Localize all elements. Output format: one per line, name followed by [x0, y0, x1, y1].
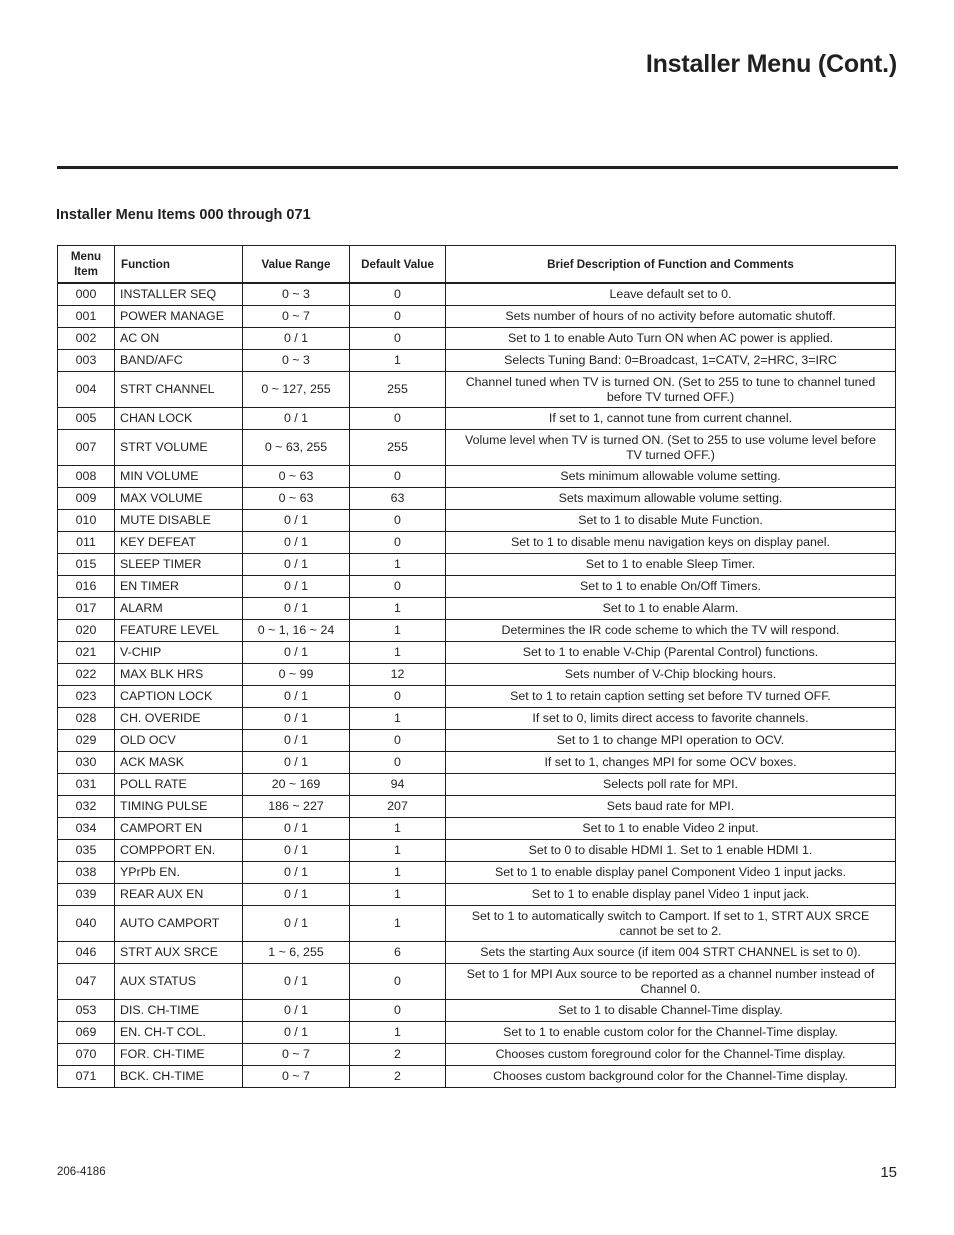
table-row	[58, 1066, 896, 1088]
table-row	[58, 510, 896, 532]
cell-function: EN. CH-T COL.	[115, 1022, 243, 1044]
cell-menu-item: 023	[58, 686, 115, 708]
cell-value-range: 1 ~ 6, 255	[243, 942, 350, 964]
cell-default-value: 2	[350, 1066, 446, 1088]
cell-default-value: 94	[350, 774, 446, 796]
cell-function: ACK MASK	[115, 752, 243, 774]
cell-value-range: 20 ~ 169	[243, 774, 350, 796]
cell-function: ALARM	[115, 598, 243, 620]
cell-description: Set to 1 to enable display panel Component Video 1 input jacks.	[446, 862, 896, 884]
cell-menu-item: 032	[58, 796, 115, 818]
cell-default-value: 0	[350, 576, 446, 598]
table-row	[58, 408, 896, 430]
cell-description: Set to 1 to enable Sleep Timer.	[446, 554, 896, 576]
cell-value-range: 0 / 1	[243, 598, 350, 620]
cell-value-range: 0 ~ 7	[243, 306, 350, 328]
cell-value-range: 0 ~ 1, 16 ~ 24	[243, 620, 350, 642]
header-description: Brief Description of Function and Comments	[446, 246, 896, 284]
document-number: 206-4186	[57, 1166, 106, 1178]
cell-default-value: 0	[350, 306, 446, 328]
cell-default-value: 1	[350, 862, 446, 884]
table-row	[58, 328, 896, 350]
cell-description: Chooses custom background color for the Channel-Time display.	[446, 1066, 896, 1088]
table-header-row	[58, 246, 896, 284]
cell-default-value: 1	[350, 1022, 446, 1044]
cell-value-range: 0 ~ 3	[243, 350, 350, 372]
cell-description: Determines the IR code scheme to which the TV will respond.	[446, 620, 896, 642]
table-row	[58, 796, 896, 818]
cell-function: V-CHIP	[115, 642, 243, 664]
cell-menu-item: 047	[58, 964, 115, 1000]
cell-function: KEY DEFEAT	[115, 532, 243, 554]
cell-value-range: 0 / 1	[243, 554, 350, 576]
cell-function: POLL RATE	[115, 774, 243, 796]
cell-default-value: 1	[350, 620, 446, 642]
header-menu-item	[58, 246, 115, 284]
table-row	[58, 686, 896, 708]
cell-value-range: 0 / 1	[243, 964, 350, 1000]
cell-description: Leave default set to 0.	[446, 283, 896, 306]
cell-menu-item: 003	[58, 350, 115, 372]
table-row	[58, 1044, 896, 1066]
table-row	[58, 488, 896, 510]
cell-function: EN TIMER	[115, 576, 243, 598]
installer-menu-table	[57, 245, 896, 1088]
cell-description: Set to 1 to enable display panel Video 1 input jack.	[446, 884, 896, 906]
cell-function: CHAN LOCK	[115, 408, 243, 430]
cell-menu-item: 004	[58, 372, 115, 408]
table-row	[58, 306, 896, 328]
cell-value-range: 0 / 1	[243, 328, 350, 350]
cell-function: FOR. CH-TIME	[115, 1044, 243, 1066]
table-row	[58, 598, 896, 620]
cell-default-value: 1	[350, 554, 446, 576]
cell-default-value: 1	[350, 906, 446, 942]
table-row	[58, 818, 896, 840]
cell-value-range: 0 ~ 99	[243, 664, 350, 686]
cell-function: CH. OVERIDE	[115, 708, 243, 730]
cell-description: Set to 1 to disable Channel-Time display.	[446, 1000, 896, 1022]
cell-menu-item: 021	[58, 642, 115, 664]
cell-menu-item: 000	[58, 283, 115, 306]
table-row	[58, 752, 896, 774]
cell-function: CAMPORT EN	[115, 818, 243, 840]
cell-default-value: 1	[350, 818, 446, 840]
cell-menu-item: 046	[58, 942, 115, 964]
cell-value-range: 0 ~ 63	[243, 488, 350, 510]
cell-menu-item: 022	[58, 664, 115, 686]
cell-description: Sets maximum allowable volume setting.	[446, 488, 896, 510]
table-row	[58, 642, 896, 664]
cell-value-range: 0 / 1	[243, 862, 350, 884]
cell-description: Sets baud rate for MPI.	[446, 796, 896, 818]
cell-value-range: 0 ~ 63, 255	[243, 430, 350, 466]
cell-description: If set to 1, changes MPI for some OCV boxes.	[446, 752, 896, 774]
table-row	[58, 466, 896, 488]
cell-default-value: 0	[350, 532, 446, 554]
cell-menu-item: 017	[58, 598, 115, 620]
cell-default-value: 0	[350, 752, 446, 774]
cell-value-range: 0 / 1	[243, 1022, 350, 1044]
cell-default-value: 0	[350, 283, 446, 306]
cell-function: FEATURE LEVEL	[115, 620, 243, 642]
cell-value-range: 0 / 1	[243, 686, 350, 708]
header-function: Function	[115, 246, 243, 284]
table-row	[58, 884, 896, 906]
cell-menu-item: 035	[58, 840, 115, 862]
cell-function: TIMING PULSE	[115, 796, 243, 818]
table-row	[58, 620, 896, 642]
cell-default-value: 255	[350, 430, 446, 466]
cell-value-range: 0 / 1	[243, 752, 350, 774]
cell-value-range: 0 ~ 7	[243, 1066, 350, 1088]
cell-value-range: 0 / 1	[243, 576, 350, 598]
table-row	[58, 840, 896, 862]
cell-function: STRT CHANNEL	[115, 372, 243, 408]
cell-menu-item: 016	[58, 576, 115, 598]
cell-value-range: 0 / 1	[243, 730, 350, 752]
cell-description: Sets minimum allowable volume setting.	[446, 466, 896, 488]
cell-default-value: 1	[350, 708, 446, 730]
cell-default-value: 1	[350, 598, 446, 620]
cell-default-value: 1	[350, 840, 446, 862]
cell-description: Volume level when TV is turned ON. (Set to 255 to use volume level before TV turned OFF.)	[446, 430, 896, 466]
cell-description: Chooses custom foreground color for the Channel-Time display.	[446, 1044, 896, 1066]
cell-description: Set to 1 to enable V-Chip (Parental Control) functions.	[446, 642, 896, 664]
cell-value-range: 0 / 1	[243, 906, 350, 942]
cell-value-range: 0 / 1	[243, 408, 350, 430]
cell-value-range: 0 / 1	[243, 884, 350, 906]
cell-function: BCK. CH-TIME	[115, 1066, 243, 1088]
cell-menu-item: 071	[58, 1066, 115, 1088]
table-row	[58, 862, 896, 884]
cell-description: Set to 1 to enable Auto Turn ON when AC power is applied.	[446, 328, 896, 350]
cell-description: Set to 1 to change MPI operation to OCV.	[446, 730, 896, 752]
cell-value-range: 0 / 1	[243, 840, 350, 862]
cell-function: DIS. CH-TIME	[115, 1000, 243, 1022]
cell-description: Sets the starting Aux source (if item 004 STRT CHANNEL is set to 0).	[446, 942, 896, 964]
table-row	[58, 774, 896, 796]
cell-function: AUTO CAMPORT	[115, 906, 243, 942]
cell-default-value: 0	[350, 686, 446, 708]
cell-description: Channel tuned when TV is turned ON. (Set to 255 to tune to channel tuned before TV turned OFF.)	[446, 372, 896, 408]
cell-value-range: 0 / 1	[243, 510, 350, 532]
header-default-value: Default Value	[350, 246, 446, 284]
cell-description: Set to 1 to enable Alarm.	[446, 598, 896, 620]
table-row	[58, 372, 896, 408]
cell-description: Sets number of hours of no activity before automatic shutoff.	[446, 306, 896, 328]
cell-menu-item: 039	[58, 884, 115, 906]
cell-menu-item: 053	[58, 1000, 115, 1022]
cell-default-value: 1	[350, 884, 446, 906]
cell-description: Selects Tuning Band: 0=Broadcast, 1=CATV, 2=HRC, 3=IRC	[446, 350, 896, 372]
cell-default-value: 1	[350, 350, 446, 372]
cell-default-value: 255	[350, 372, 446, 408]
header-divider	[57, 166, 898, 169]
cell-function: MUTE DISABLE	[115, 510, 243, 532]
cell-function: INSTALLER SEQ	[115, 283, 243, 306]
cell-menu-item: 007	[58, 430, 115, 466]
cell-function: SLEEP TIMER	[115, 554, 243, 576]
cell-description: If set to 0, limits direct access to favorite channels.	[446, 708, 896, 730]
cell-description: Set to 1 for MPI Aux source to be reported as a channel number instead of Channel 0.	[446, 964, 896, 1000]
cell-description: Set to 1 to disable menu navigation keys on display panel.	[446, 532, 896, 554]
table-row	[58, 554, 896, 576]
header-value-range: Value Range	[243, 246, 350, 284]
table-row	[58, 532, 896, 554]
cell-menu-item: 008	[58, 466, 115, 488]
cell-default-value: 63	[350, 488, 446, 510]
cell-description: Set to 1 to enable Video 2 input.	[446, 818, 896, 840]
cell-description: If set to 1, cannot tune from current channel.	[446, 408, 896, 430]
cell-function: YPrPb EN.	[115, 862, 243, 884]
cell-value-range: 0 / 1	[243, 642, 350, 664]
cell-value-range: 0 ~ 63	[243, 466, 350, 488]
cell-function: BAND/AFC	[115, 350, 243, 372]
cell-value-range: 0 ~ 7	[243, 1044, 350, 1066]
cell-default-value: 6	[350, 942, 446, 964]
cell-default-value: 0	[350, 408, 446, 430]
cell-description: Set to 0 to disable HDMI 1. Set to 1 enable HDMI 1.	[446, 840, 896, 862]
table-row	[58, 1022, 896, 1044]
table-row	[58, 708, 896, 730]
header-menu-item-line1: Menu	[70, 250, 102, 263]
cell-default-value: 0	[350, 510, 446, 532]
cell-description: Set to 1 to enable On/Off Timers.	[446, 576, 896, 598]
table-row	[58, 964, 896, 1000]
page-title: Installer Menu (Cont.)	[645, 50, 897, 78]
cell-function: CAPTION LOCK	[115, 686, 243, 708]
table-row	[58, 730, 896, 752]
cell-menu-item: 028	[58, 708, 115, 730]
table-row	[58, 1000, 896, 1022]
table-row	[58, 664, 896, 686]
cell-default-value: 0	[350, 466, 446, 488]
cell-menu-item: 011	[58, 532, 115, 554]
cell-menu-item: 030	[58, 752, 115, 774]
cell-description: Set to 1 to automatically switch to Camport. If set to 1, STRT AUX SRCE cannot be set to 2.	[446, 906, 896, 942]
page-number: 15	[880, 1164, 897, 1181]
cell-menu-item: 010	[58, 510, 115, 532]
cell-default-value: 2	[350, 1044, 446, 1066]
cell-menu-item: 005	[58, 408, 115, 430]
table-row	[58, 906, 896, 942]
table-row	[58, 576, 896, 598]
cell-function: STRT AUX SRCE	[115, 942, 243, 964]
cell-menu-item: 001	[58, 306, 115, 328]
cell-description: Set to 1 to enable custom color for the Channel-Time display.	[446, 1022, 896, 1044]
cell-function: STRT VOLUME	[115, 430, 243, 466]
cell-description: Set to 1 to disable Mute Function.	[446, 510, 896, 532]
cell-function: AC ON	[115, 328, 243, 350]
cell-function: OLD OCV	[115, 730, 243, 752]
cell-value-range: 0 / 1	[243, 708, 350, 730]
cell-description: Selects poll rate for MPI.	[446, 774, 896, 796]
cell-menu-item: 070	[58, 1044, 115, 1066]
cell-default-value: 0	[350, 730, 446, 752]
cell-default-value: 12	[350, 664, 446, 686]
cell-function: MIN VOLUME	[115, 466, 243, 488]
cell-value-range: 0 / 1	[243, 818, 350, 840]
cell-default-value: 0	[350, 1000, 446, 1022]
cell-value-range: 0 / 1	[243, 532, 350, 554]
cell-value-range: 0 ~ 3	[243, 283, 350, 306]
cell-menu-item: 015	[58, 554, 115, 576]
cell-menu-item: 034	[58, 818, 115, 840]
header-menu-item-line2: Item	[74, 265, 98, 278]
cell-menu-item: 069	[58, 1022, 115, 1044]
cell-description: Set to 1 to retain caption setting set before TV turned OFF.	[446, 686, 896, 708]
cell-function: MAX BLK HRS	[115, 664, 243, 686]
cell-menu-item: 009	[58, 488, 115, 510]
cell-function: POWER MANAGE	[115, 306, 243, 328]
cell-value-range: 0 ~ 127, 255	[243, 372, 350, 408]
cell-menu-item: 020	[58, 620, 115, 642]
cell-menu-item: 040	[58, 906, 115, 942]
cell-function: COMPPORT EN.	[115, 840, 243, 862]
cell-menu-item: 029	[58, 730, 115, 752]
cell-function: MAX VOLUME	[115, 488, 243, 510]
cell-value-range: 186 ~ 227	[243, 796, 350, 818]
cell-menu-item: 031	[58, 774, 115, 796]
cell-function: AUX STATUS	[115, 964, 243, 1000]
cell-menu-item: 002	[58, 328, 115, 350]
cell-description: Sets number of V-Chip blocking hours.	[446, 664, 896, 686]
cell-default-value: 1	[350, 642, 446, 664]
table-row	[58, 942, 896, 964]
cell-menu-item: 038	[58, 862, 115, 884]
section-title: Installer Menu Items 000 through 071	[56, 207, 311, 223]
cell-value-range: 0 / 1	[243, 1000, 350, 1022]
cell-default-value: 207	[350, 796, 446, 818]
cell-default-value: 0	[350, 328, 446, 350]
table-row	[58, 350, 896, 372]
cell-function: REAR AUX EN	[115, 884, 243, 906]
cell-default-value: 0	[350, 964, 446, 1000]
table-row	[58, 283, 896, 306]
table-row	[58, 430, 896, 466]
